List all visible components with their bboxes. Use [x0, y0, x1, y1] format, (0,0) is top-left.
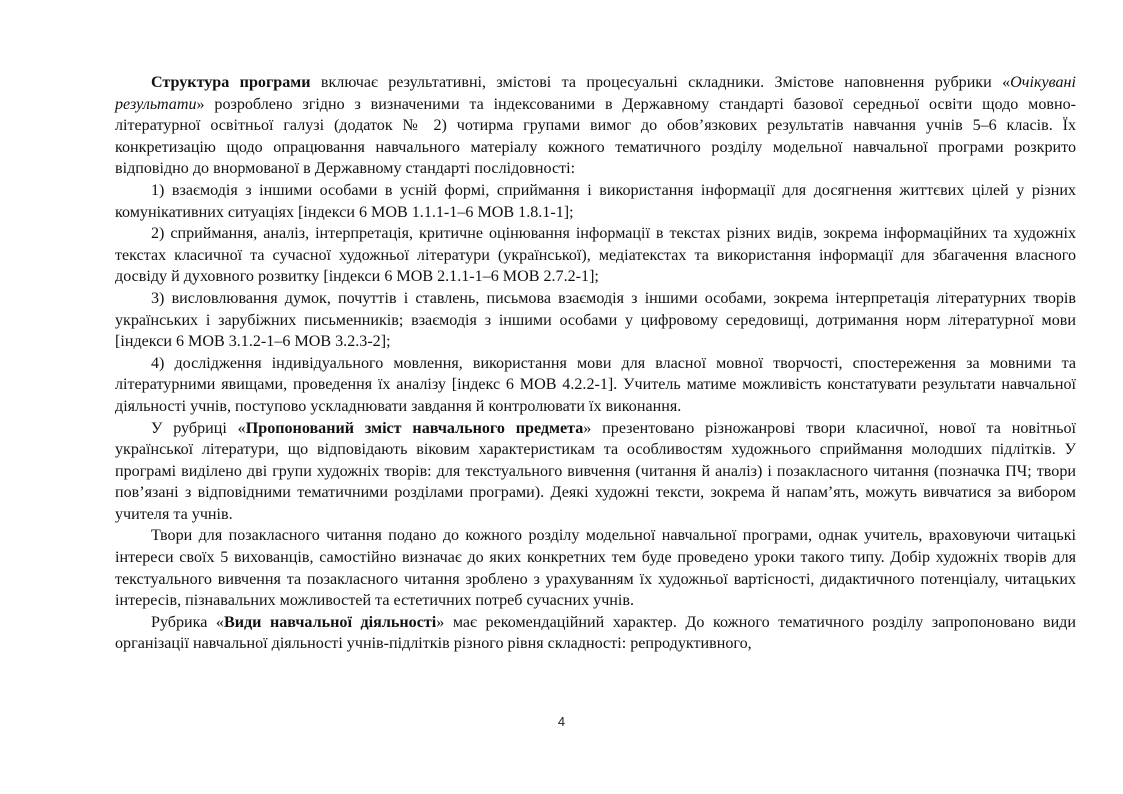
- paragraph-text: » презентовано різножанрові твори класичної, нової та новітньої української літератури, що відповідають віковим характеристикам та особливостям художнього сприймання молодших підлітків. У програмі виділено дві групи художніх творів: для текстуального вивчення (читання й аналіз) і позакласного читання (позначка ПЧ; твори пов’язані з відповідними тематичними розділами програми). Деякі художні тексти, зокрема й напам’ять, можуть вивчатися за вибором учителя та учнів.: [115, 419, 1076, 523]
- list-item-2: 2) сприймання, аналіз, інтерпретація, критичне оцінювання інформації в текстах різних видів, зокрема інформаційних та художніх текстах класичної та сучасної художньої літератури (української), медіатекстах та використання інформації для збагачення власного досвіду й духовного розвитку [індекси 6 МОВ 2.1.1-1–6 МОВ 2.7.2-1];: [115, 225, 1076, 286]
- list-item-1: 1) взаємодія з іншими особами в усній формі, сприймання і використання інформації для досягнення життєвих цілей у різних комунікативних ситуаціях [індекси 6 МОВ 1.1.1-1–6 МОВ 1.8.1-1];: [115, 181, 1076, 221]
- paragraph-text: Рубрика «: [151, 613, 224, 631]
- paragraph-text: » має рекомендаційний характер. До кожного тематичного розділу запропоновано види організації навчальної діяльності учнів-підлітків різного рівня складності: репродуктивного,: [115, 613, 1076, 653]
- paragraph-text: У рубриці «: [151, 419, 246, 437]
- paragraph-text: включає результативні, змістові та процесуальні складники. Змістове наповнення рубрики «: [310, 74, 1011, 91]
- italic-expected-results: Очікувані результати: [115, 74, 1076, 113]
- paragraph-proposed-content: [115, 418, 1076, 526]
- paragraph-text: » розроблено згідно з визначеними та індексованими в Державному стандарті базової середньої освіти щодо мовно-літературної освітньої галузі (додаток № 2) чотирма групами вимог до обов’язкових результатів навчання учнів 5–6 класів. Їх конкретизацію щодо опрацювання навчального матеріалу кожного тематичного розділу модельної навчальної програми розкрито відповідно до внормованої в Державному стандарті послідовності:: [115, 95, 1076, 178]
- bold-proposed-content: Пропонований зміст навчального предмета: [245, 419, 584, 437]
- page-number: 4: [557, 714, 566, 729]
- paragraph-learning-activities: [115, 612, 1076, 655]
- bold-learning-activities: Види навчальної діяльності: [223, 613, 437, 631]
- paragraph-program-structure: [115, 72, 1076, 180]
- document-body: [115, 72, 1076, 655]
- list-item-4: 4) дослідження індивідуального мовлення, використання мови для власної мовної творчості, спостереження за мовними та літературними явищами, проведення їх аналізу [індекс 6 МОВ 4.2.2-1]. Учитель матиме можливість констатувати результати навчальної діяльності учнів, поступово ускладнювати завдання й контролювати їх виконання.: [115, 354, 1076, 415]
- bold-lead-program-structure: Структура програми: [151, 74, 311, 91]
- list-item-3: 3) висловлювання думок, почуттів і ставлень, письмова взаємодія з іншими особами, зокрема інтерпретація літературних творів українських і зарубіжних письменників; взаємодія з іншими особами у цифровому середовищі, дотримання норм літературної мови [індекси 6 МОВ 3.1.2-1–6 МОВ 3.2.3-2];: [115, 289, 1076, 351]
- paragraph-extracurricular-reading: Твори для позакласного читання подано до кожного розділу модельної навчальної програми, однак учитель, враховуючи читацькі інтереси своїх 5 вихованців, самостійно визначає до яких конкретних тем буде проведено уроки такого типу. Добір художніх творів для текстуального вивчення та позакласного читання зроблено з урахуванням їх художньої вартісності, дидактичного потенціалу, читацьких інтересів, пізнавальних можливостей та естетичних потреб сучасних учнів.: [115, 527, 1076, 610]
